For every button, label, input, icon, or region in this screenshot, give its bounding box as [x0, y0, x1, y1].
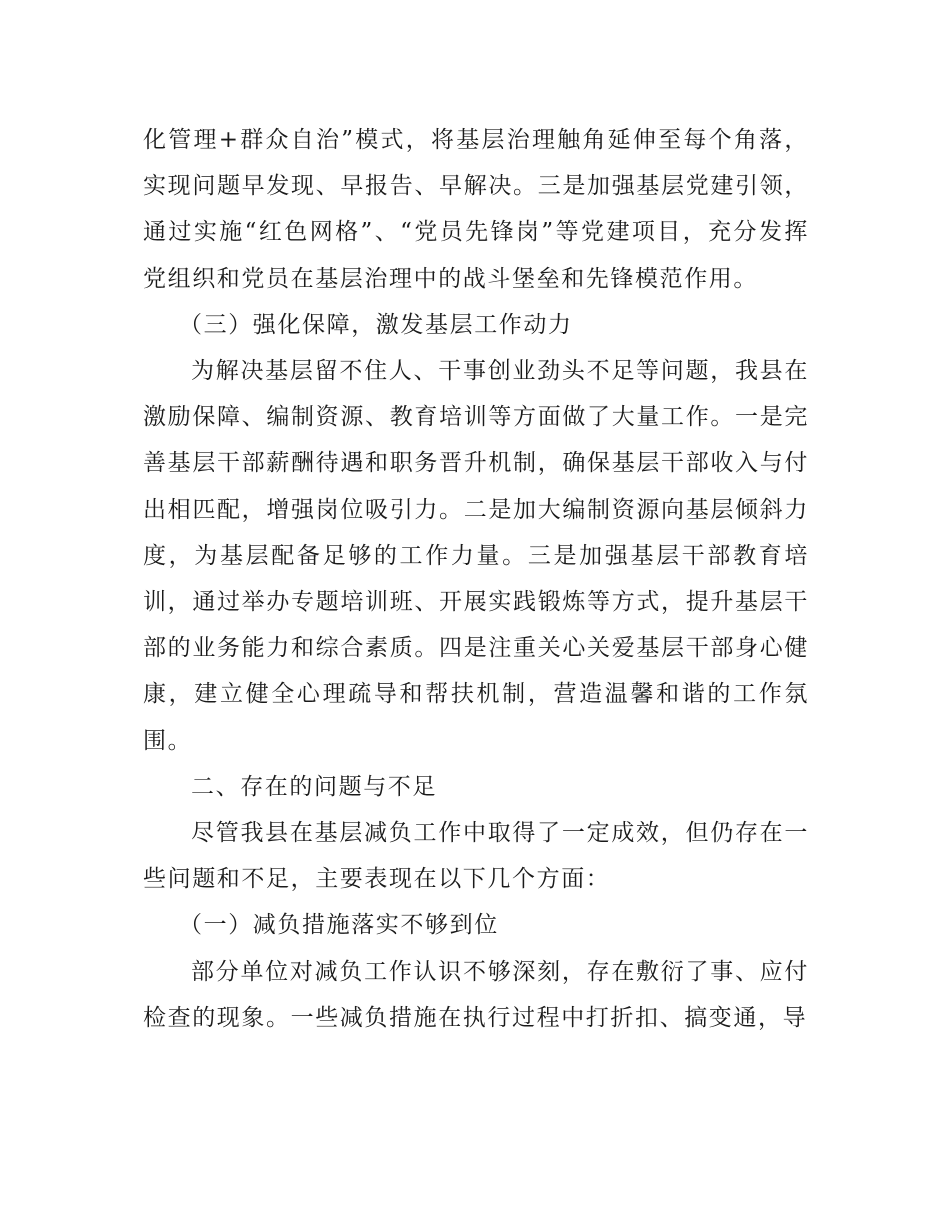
section-heading-problems: 二、存在的问题与不足 [191, 773, 437, 800]
document-body [143, 117, 809, 1041]
subheading-strengthen-guarantees: （三）强化保障，激发基层工作动力 [179, 311, 573, 338]
paragraph-grassroots-governance-continued: 化管理+群众自治”模式，将基层治理触角延伸至每个角落，实现问题早发现、早报告、早解决。三是加强基层党建引领，通过实施“红色网格”、“党员先锋岗”等党建项目，充分发挥党组织和党员在基层治理中的战斗堡垒和先锋模范作用。 [143, 127, 809, 292]
paragraph-problems-intro: 尽管我县在基层减负工作中取得了一定成效，但仍存在一些问题和不足，主要表现在以下几个方面： [143, 820, 809, 893]
paragraph-perfunctory-implementation: 部分单位对减负工作认识不够深刻，存在敷衍了事、应付检查的现象。一些减负措施在执行过程中打折扣、搞变通，导 [143, 958, 809, 1031]
subheading-measures-not-implemented: （一）减负措施落实不够到位 [179, 912, 499, 939]
paragraph-incentive-measures: 为解决基层留不住人、干事创业劲头不足等问题，我县在激励保障、编制资源、教育培训等方面做了大量工作。一是完善基层干部薪酬待遇和职务晋升机制，确保基层干部收入与付出相匹配，增强岗位吸引力。二是加大编制资源向基层倾斜力度，为基层配备足够的工作力量。三是加强基层干部教育培训，通过举办专题培训班、开展实践锻炼等方式，提升基层干部的业务能力和综合素质。四是注重关心关爱基层干部身心健康，建立健全心理疏导和帮扶机制，营造温馨和谐的工作氛围。 [143, 358, 809, 754]
